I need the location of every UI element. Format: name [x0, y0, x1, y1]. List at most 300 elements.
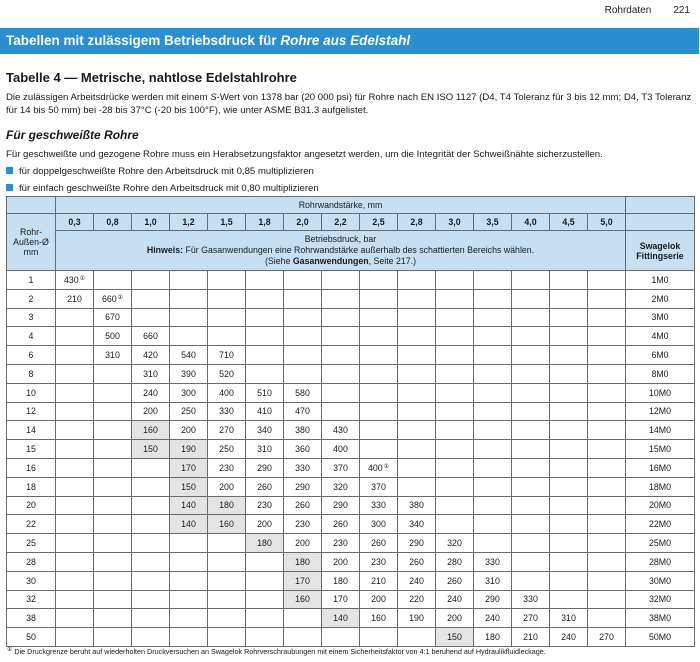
pressure-value: 270 [219, 425, 234, 436]
bullet-text: für doppelgeschweißte Rohre den Arbeitsdruck mit 0,85 multiplizieren [19, 166, 314, 177]
pressure-cell [284, 271, 322, 290]
pressure-cell [322, 421, 360, 440]
od-cell: 10 [7, 383, 56, 402]
pressure-value: 310 [143, 368, 158, 379]
pressure-cell [170, 458, 208, 477]
pressure-value: 180 [333, 575, 348, 586]
pressure-cell [132, 440, 170, 459]
pressure-cell [246, 609, 284, 628]
series-cell: 1M0 [626, 271, 695, 290]
pressure-cell [284, 571, 322, 590]
pressure-cell [208, 421, 246, 440]
pressure-cell [398, 571, 436, 590]
pressure-cell [436, 458, 474, 477]
pressure-cell [588, 402, 626, 421]
pressure-value: 180 [219, 500, 234, 511]
table-row [7, 590, 695, 609]
pressure-value: 250 [181, 406, 196, 417]
pressure-cell [208, 308, 246, 327]
pressure-cell [398, 552, 436, 571]
pressure-cell [398, 364, 436, 383]
pressure-cell [398, 534, 436, 553]
pressure-cell [94, 590, 132, 609]
pressure-value: 210 [523, 632, 538, 643]
pressure-cell [246, 346, 284, 365]
pressure-cell [284, 496, 322, 515]
pressure-value: 210 [371, 575, 386, 586]
pressure-cell [94, 534, 132, 553]
od-header-line: mm [23, 247, 39, 257]
series-cell: 38M0 [626, 609, 695, 628]
pressure-value: 360 [295, 444, 310, 455]
pressure-cell [56, 534, 94, 553]
od-cell: 32 [7, 590, 56, 609]
bullet-item [6, 166, 314, 177]
pressure-value: 240 [561, 632, 576, 643]
pressure-cell [360, 458, 398, 477]
table-row [7, 327, 695, 346]
series-header [626, 231, 695, 271]
footnote [6, 646, 546, 656]
pressure-value: 160 [143, 425, 158, 436]
pressure-cell [360, 364, 398, 383]
pressure-value: 270 [599, 632, 614, 643]
pressure-cell [322, 289, 360, 308]
pressure-cell [474, 496, 512, 515]
table-row [7, 628, 695, 647]
pressure-value: 180 [257, 538, 272, 549]
series-cell: 30M0 [626, 571, 695, 590]
pressure-cell [550, 534, 588, 553]
pressure-cell [474, 346, 512, 365]
pressure-cell [56, 327, 94, 346]
pressure-cell [474, 308, 512, 327]
intro-s-value: S [210, 92, 217, 103]
pressure-cell [132, 346, 170, 365]
pressure-value: 260 [257, 481, 272, 492]
table-row [7, 421, 695, 440]
pressure-cell [132, 402, 170, 421]
pressure-cell [208, 571, 246, 590]
pressure-cell [436, 571, 474, 590]
pressure-cell [56, 289, 94, 308]
pressure-value: 320 [447, 538, 462, 549]
pressure-cell [246, 496, 284, 515]
pressure-cell [550, 346, 588, 365]
od-cell: 18 [7, 477, 56, 496]
pressure-cell [512, 383, 550, 402]
pressure-cell [588, 515, 626, 534]
pressure-cell [132, 289, 170, 308]
pressure-cell [94, 458, 132, 477]
pressure-cell [246, 477, 284, 496]
footnote-mark: ① [79, 275, 86, 282]
pressure-cell [322, 346, 360, 365]
pressure-cell [94, 515, 132, 534]
table-row [7, 458, 695, 477]
pressure-cell [56, 590, 94, 609]
pressure-cell [132, 552, 170, 571]
pressure-cell [322, 271, 360, 290]
pressure-cell [246, 364, 284, 383]
pressure-cell [208, 552, 246, 571]
pressure-value: 330 [371, 500, 386, 511]
pressure-value: 310 [561, 613, 576, 624]
pressure-cell [170, 477, 208, 496]
od-cell: 12 [7, 402, 56, 421]
pressure-cell [474, 364, 512, 383]
pressure-cell [170, 440, 208, 459]
wall-thickness-value: 1,5 [208, 214, 246, 231]
pressure-cell [132, 609, 170, 628]
pressure-value: 510 [257, 387, 272, 398]
pressure-value: 540 [181, 350, 196, 361]
pressure-cell [284, 421, 322, 440]
od-header-line: Außen-Ø [13, 237, 49, 247]
pressure-cell [322, 515, 360, 534]
pressure-cell [436, 590, 474, 609]
pressure-cell [208, 609, 246, 628]
footnote-text: Die Druckgrenze beruht auf wiederholten Druckversuchen an Swagelok Rohrverschraubungen mit einem Sicherheitsfaktor von 4:1 beruhend auf Hydraulikfluidleckage. [14, 647, 546, 656]
pressure-cell [208, 346, 246, 365]
pressure-cell [170, 308, 208, 327]
od-header-line: Rohr- [20, 227, 42, 237]
pressure-cell [436, 346, 474, 365]
pressure-cell [360, 571, 398, 590]
wall-thickness-value: 1,8 [246, 214, 284, 231]
pressure-cell [360, 440, 398, 459]
series-cell: 20M0 [626, 496, 695, 515]
pressure-cell [208, 628, 246, 647]
pressure-cell [322, 458, 360, 477]
header-blank [626, 214, 695, 231]
pressure-cell [550, 609, 588, 628]
table-row [7, 308, 695, 327]
wall-thickness-value: 2,0 [284, 214, 322, 231]
pressure-value: 140 [333, 613, 348, 624]
pressure-cell [284, 458, 322, 477]
pressure-cell [284, 609, 322, 628]
pressure-cell [94, 364, 132, 383]
pressure-cell [474, 590, 512, 609]
banner-prefix: Tabellen mit zulässigem Betriebsdruck für [6, 33, 281, 48]
pressure-cell [132, 534, 170, 553]
pressure-cell [94, 346, 132, 365]
intro-paragraph [6, 91, 696, 117]
pressure-cell [56, 271, 94, 290]
pressure-value: 140 [181, 519, 196, 530]
pressure-cell [398, 421, 436, 440]
pressure-value: 200 [257, 519, 272, 530]
pressure-cell [208, 289, 246, 308]
pressure-value: 210 [67, 293, 82, 304]
pressure-cell [474, 402, 512, 421]
pressure-cell [56, 609, 94, 628]
pressure-value: 230 [333, 538, 348, 549]
pressure-cell [588, 289, 626, 308]
pressure-cell [208, 327, 246, 346]
pressure-cell [246, 383, 284, 402]
pressure-cell [170, 402, 208, 421]
table-row [7, 534, 695, 553]
pressure-title: Betriebsdruck, bar [304, 234, 377, 244]
pressure-cell [132, 383, 170, 402]
header-blank [626, 197, 695, 214]
pressure-cell [550, 402, 588, 421]
pressure-cell [94, 477, 132, 496]
pressure-cell [322, 628, 360, 647]
pressure-cell [550, 440, 588, 459]
pressure-cell [436, 440, 474, 459]
pressure-cell [56, 402, 94, 421]
pressure-cell [588, 440, 626, 459]
pressure-cell [550, 327, 588, 346]
pressure-cell [588, 458, 626, 477]
pressure-cell [246, 571, 284, 590]
pressure-value: 500 [105, 331, 120, 342]
pressure-cell [588, 571, 626, 590]
pressure-cell [588, 496, 626, 515]
pressure-cell [322, 590, 360, 609]
pressure-cell [208, 271, 246, 290]
pressure-cell [94, 628, 132, 647]
pressure-cell [588, 628, 626, 647]
pressure-value: 300 [181, 387, 196, 398]
wall-thickness-value: 1,2 [170, 214, 208, 231]
pressure-cell [512, 289, 550, 308]
table-row [7, 609, 695, 628]
pressure-cell [322, 609, 360, 628]
series-header-line: Swagelok [639, 240, 681, 251]
bullet-item [6, 183, 319, 194]
pressure-value: 310 [485, 575, 500, 586]
pressure-cell [436, 477, 474, 496]
pressure-value: 150 [181, 481, 196, 492]
pressure-cell [322, 534, 360, 553]
pressure-cell [56, 308, 94, 327]
series-cell: 50M0 [626, 628, 695, 647]
pressure-cell [360, 628, 398, 647]
wall-thickness-value: 2,5 [360, 214, 398, 231]
pressure-value: 240 [409, 575, 424, 586]
pressure-cell [94, 271, 132, 290]
pressure-value: 280 [447, 556, 462, 567]
pressure-value: 410 [257, 406, 272, 417]
wall-thickness-value: 3,5 [474, 214, 512, 231]
pressure-cell [436, 609, 474, 628]
pressure-value: 230 [295, 519, 310, 530]
pressure-cell [588, 534, 626, 553]
pressure-cell [550, 308, 588, 327]
banner-italic: Rohre aus Edelstahl [280, 33, 411, 48]
pressure-value: 220 [409, 594, 424, 605]
pressure-cell [132, 477, 170, 496]
pressure-cell [512, 534, 550, 553]
series-cell: 28M0 [626, 552, 695, 571]
pressure-cell [322, 440, 360, 459]
pressure-cell [436, 383, 474, 402]
pressure-value: 290 [257, 462, 272, 473]
pressure-cell [550, 590, 588, 609]
pressure-cell [398, 271, 436, 290]
pressure-value: 190 [409, 613, 424, 624]
see-pre: (Siehe [264, 256, 293, 266]
bullet-square-icon [6, 167, 13, 174]
pressure-value: 340 [409, 519, 424, 530]
table-title: Tabelle 4 — Metrische, nahtlose Edelstahlrohre [6, 70, 297, 85]
pressure-cell [512, 571, 550, 590]
pressure-cell [208, 440, 246, 459]
pressure-value: 400 [219, 387, 234, 398]
pressure-value: 580 [295, 387, 310, 398]
pressure-cell [550, 628, 588, 647]
series-cell: 8M0 [626, 364, 695, 383]
pressure-cell [56, 628, 94, 647]
pressure-cell [474, 458, 512, 477]
pressure-cell [322, 477, 360, 496]
pressure-cell [56, 346, 94, 365]
pressure-value: 260 [371, 538, 386, 549]
pressure-cell [398, 628, 436, 647]
pressure-cell [170, 496, 208, 515]
pressure-cell [56, 571, 94, 590]
od-cell: 30 [7, 571, 56, 590]
pressure-table [6, 196, 695, 647]
pressure-cell [132, 364, 170, 383]
series-cell: 32M0 [626, 590, 695, 609]
series-cell: 25M0 [626, 534, 695, 553]
pressure-cell [56, 440, 94, 459]
pressure-cell [246, 458, 284, 477]
pressure-value: 260 [295, 500, 310, 511]
bullet-text: für einfach geschweißte Rohre den Arbeitsdruck mit 0,80 multiplizieren [19, 183, 319, 194]
pressure-value: 240 [143, 387, 158, 398]
pressure-value: 370 [333, 462, 348, 473]
pressure-cell [436, 534, 474, 553]
pressure-cell [208, 515, 246, 534]
pressure-value: 290 [333, 500, 348, 511]
od-cell: 14 [7, 421, 56, 440]
pressure-value: 520 [219, 368, 234, 379]
pressure-cell [208, 534, 246, 553]
pressure-value: 400 [367, 462, 383, 473]
pressure-cell [246, 327, 284, 346]
pressure-value: 150 [143, 444, 158, 455]
pressure-cell [284, 590, 322, 609]
pressure-cell [56, 383, 94, 402]
pressure-cell [284, 383, 322, 402]
pressure-value: 290 [409, 538, 424, 549]
footnote-mark: ① [383, 463, 390, 470]
wall-thickness-value: 3,0 [436, 214, 474, 231]
series-cell: 6M0 [626, 346, 695, 365]
od-cell: 15 [7, 440, 56, 459]
pressure-cell [284, 534, 322, 553]
pressure-value: 290 [485, 594, 500, 605]
pressure-value: 260 [333, 519, 348, 530]
pressure-cell [474, 628, 512, 647]
pressure-cell [550, 552, 588, 571]
pressure-cell [398, 590, 436, 609]
pressure-cell [436, 496, 474, 515]
pressure-cell [360, 346, 398, 365]
pressure-cell [588, 327, 626, 346]
pressure-cell [132, 496, 170, 515]
pressure-cell [360, 308, 398, 327]
pressure-cell [474, 609, 512, 628]
pressure-cell [550, 364, 588, 383]
pressure-cell [322, 552, 360, 571]
pressure-cell [360, 421, 398, 440]
od-cell: 16 [7, 458, 56, 477]
series-header-line: Fittingserie [636, 250, 684, 261]
series-cell: 15M0 [626, 440, 695, 459]
pressure-value: 240 [447, 594, 462, 605]
pressure-cell [398, 515, 436, 534]
pressure-cell [322, 383, 360, 402]
pressure-cell [208, 364, 246, 383]
pressure-value: 200 [181, 425, 196, 436]
pressure-cell [246, 628, 284, 647]
pressure-cell [436, 364, 474, 383]
pressure-cell [170, 289, 208, 308]
pressure-cell [132, 628, 170, 647]
pressure-cell [246, 402, 284, 421]
pressure-cell [94, 496, 132, 515]
pressure-cell [170, 609, 208, 628]
pressure-cell [56, 515, 94, 534]
table-row [7, 289, 695, 308]
table-row [7, 346, 695, 365]
pressure-cell [512, 421, 550, 440]
pressure-value: 250 [219, 444, 234, 455]
pressure-cell [474, 383, 512, 402]
pressure-cell [512, 402, 550, 421]
pressure-cell [360, 609, 398, 628]
pressure-value: 200 [371, 594, 386, 605]
pressure-cell [512, 609, 550, 628]
od-cell: 28 [7, 552, 56, 571]
page-number: 221 [673, 5, 690, 16]
see-link-text: Gasanwendungen [292, 256, 369, 266]
od-cell: 20 [7, 496, 56, 515]
wall-thickness-value: 4,5 [550, 214, 588, 231]
pressure-cell [132, 571, 170, 590]
pressure-cell [284, 552, 322, 571]
series-cell: 22M0 [626, 515, 695, 534]
pressure-cell [132, 458, 170, 477]
pressure-cell [360, 271, 398, 290]
pressure-cell [360, 515, 398, 534]
pressure-cell [474, 515, 512, 534]
pressure-value: 310 [105, 350, 120, 361]
pressure-cell [360, 289, 398, 308]
pressure-cell [550, 515, 588, 534]
pressure-cell [398, 308, 436, 327]
pressure-value: 710 [219, 350, 234, 361]
pressure-cell [550, 571, 588, 590]
intro-post: -Wert von 1378 bar (20 000 psi) für Rohre nach EN ISO 1127 (D4, T4 Toleranz für 3 bis 12 mm; D4, T3 Toleranz für 14 bis 50 mm) bei -28 bis 37°C (-20 bis 100°F), wie unter ASME B31.3 aufgelistet. [6, 92, 692, 116]
pressure-cell [588, 364, 626, 383]
od-cell: 3 [7, 308, 56, 327]
pressure-cell [246, 590, 284, 609]
pressure-cell [474, 534, 512, 553]
pressure-cell [512, 440, 550, 459]
pressure-cell [512, 496, 550, 515]
header-blank [7, 197, 56, 214]
pressure-cell [56, 552, 94, 571]
pressure-cell [512, 590, 550, 609]
